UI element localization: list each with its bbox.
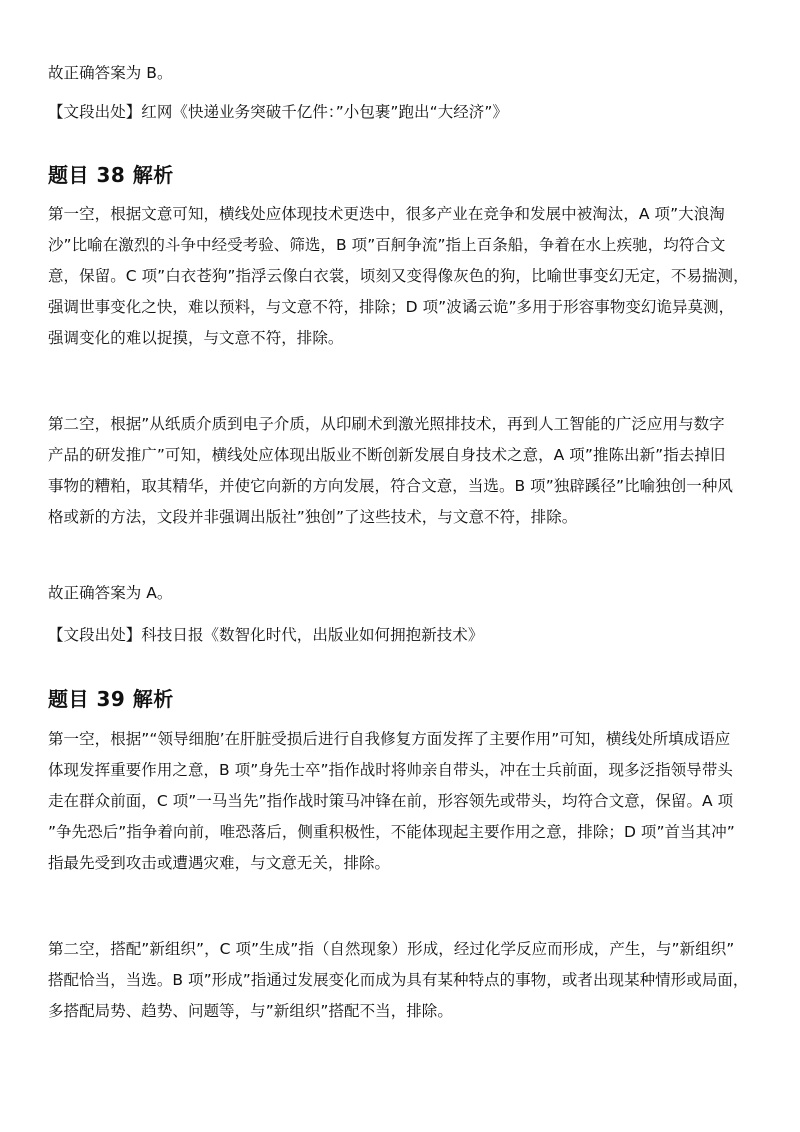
q39-p1-line: 第一空，根据”“领导细胞’在肝脏受损后进行自我修复方面发挥了主要作用”可知，横线处所填成语应 [48,730,731,748]
q38-p1-line: 第一空，根据文意可知，横线处应体现技术更迭中，很多产业在竞争和发展中被淘汰，A 项”大浪淘 [48,205,725,223]
q38-answer: 故正确答案为 A。 [48,584,173,602]
q39-p1-line: 指最先受到攻击或遭遇灾难，与文意无关，排除。 [48,854,391,872]
q39-p1-line: ”争先恐后”指争着向前，唯恐落后，侧重积极性，不能体现起主要作用之意，排除；D 项”首当其冲” [48,823,735,841]
q39-paragraph-2 [48,934,760,1027]
q38-p1-line: 强调变化的难以捉摸，与文意不符，排除。 [48,329,344,347]
q38-p1-line: 意，保留。C 项”白衣苍狗”指浮云像白衣裳，顷刻又变得像灰色的狗，比喻世事变幻无定，不易揣测， [48,267,749,285]
q39-p1-line: 走在群众前面，C 项”一马当先”指作战时策马冲锋在前，形容领先或带头，均符合文意，保留。A 项 [48,792,734,810]
q39-p1-line: 体现发挥重要作用之意，B 项”身先士卒”指作战时将帅亲自带头，冲在士兵前面，现多泛指领导带头 [48,761,733,779]
q39-p2-line: 多搭配局势、趋势、问题等，与”新组织”搭配不当，排除。 [48,1002,453,1020]
q39-heading: 题目 39 解析 [48,687,174,711]
q38-source: 【文段出处】科技日报《数智化时代，出版业如何拥抱新技术》 [48,626,484,644]
q38-p2-line: 产品的研发推广”可知，横线处应体现出版业不断创新发展自身技术之意，A 项”推陈出新”指去掉旧 [48,446,726,464]
q39-p2-line: 第二空，搭配”新组织”，C 项”生成”指（自然现象）形成，经过化学反应而形成，产生，与”新组织” [48,940,735,958]
q38-heading: 题目 38 解析 [48,163,174,187]
q38-paragraph-2 [48,409,760,533]
q38-p1-line: 沙”比喻在激烈的斗争中经受考验、筛选，B 项”百舸争流”指上百条船，争着在水上疾驰，均符合文 [48,236,726,254]
intro-source: 【文段出处】红网《快递业务突破千亿件：”小包裹”跑出“大经济”》 [48,103,508,121]
q39-p2-line: 搭配恰当，当选。B 项”形成”指通过发展变化而成为具有某种特点的事物，或者出现某种情形或局面， [48,971,749,989]
q38-paragraph-1 [48,199,760,354]
q38-p2-line: 格或新的方法，文段并非强调出版社”独创”了这些技术，与文意不符，排除。 [48,508,578,526]
q38-p1-line: 强调世事变化之快，难以预料，与文意不符，排除；D 项”波谲云诡”多用于形容事物变幻诡异莫测， [48,298,735,316]
q39-paragraph-1 [48,724,760,879]
q38-p2-line: 事物的糟粕，取其精华，并使它向新的方向发展，符合文意，当选。B 项”独辟蹊径”比喻独创一种风 [48,477,733,495]
intro-answer: 故正确答案为 B。 [48,64,173,82]
q38-p2-line: 第二空，根据”从纸质介质到电子介质，从印刷术到激光照排技术，再到人工智能的广泛应用与数字 [48,415,725,433]
